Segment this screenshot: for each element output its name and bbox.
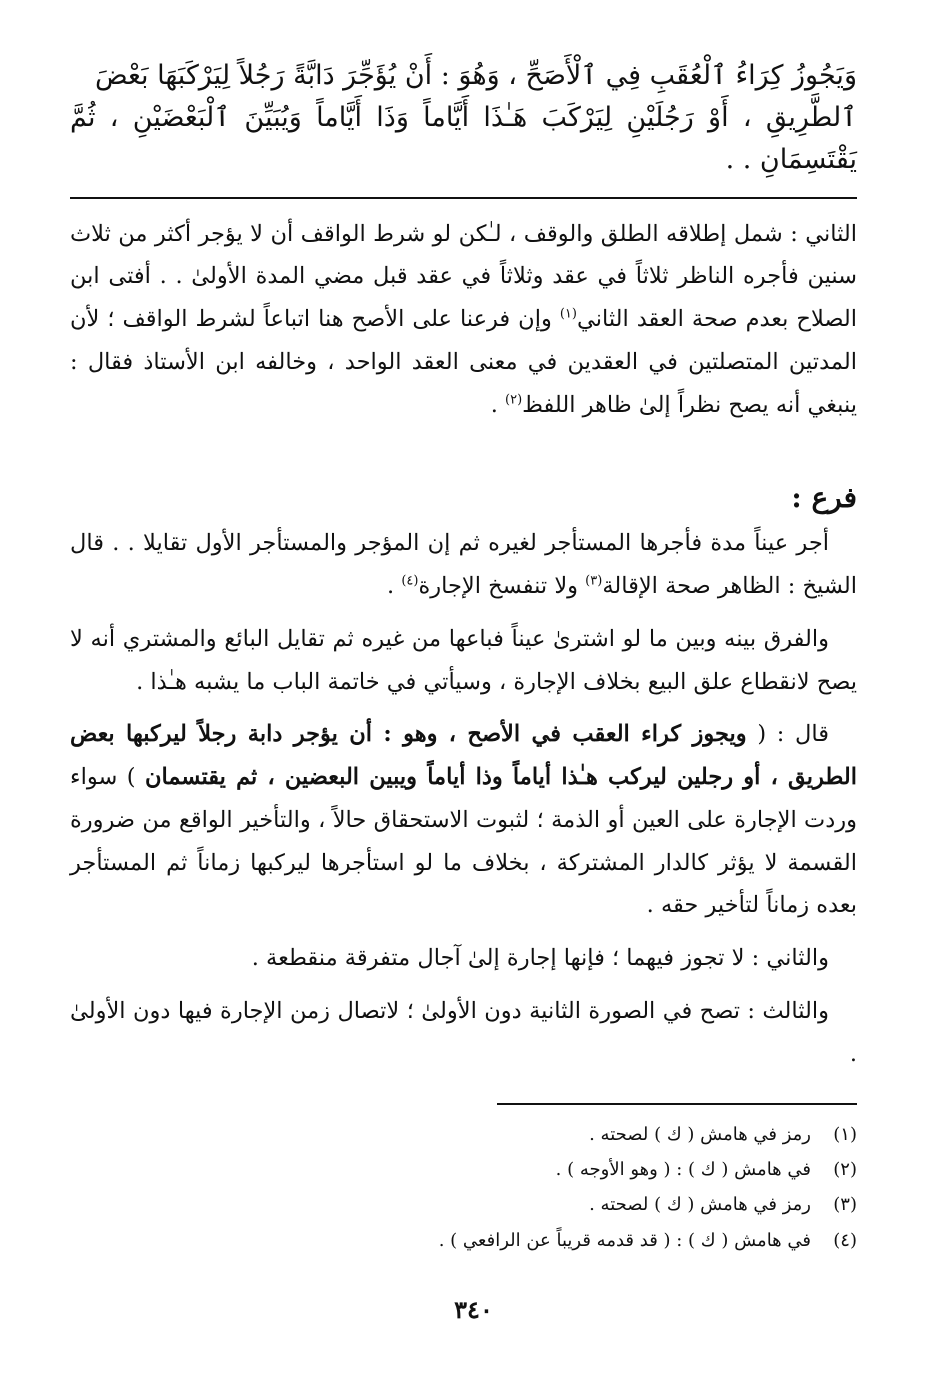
- footnote-number: (١): [833, 1124, 857, 1146]
- matn-text: [70, 55, 857, 181]
- page-number: ٣٤٠: [454, 1295, 493, 1324]
- page-body: [70, 55, 857, 1258]
- footnote-text: رمز في هامش ( ك ) لصحته .: [589, 1194, 811, 1216]
- paragraph-text: ) سواء وردت الإجارة على العين أو الذمة ؛ لثبوت الاستحقاق حالاً ، والتأخير الواقع من ضرورة القسمة لا يؤثر كالدار المشتركة ، بخلاف ما لو استأجرها ليركبها زماناً ثم المستأجر بعده زماناً لتأخير حقه .: [70, 764, 857, 919]
- footnote-1: [70, 1117, 857, 1152]
- paragraph-4: والثاني : لا تجوز فيهما ؛ فإنها إجارة إلىٰ آجال متفرقة منقطعة .: [251, 945, 829, 972]
- paragraph-text: أجر عيناً مدة فأجرها المستأجر لغيره ثم إن المؤجر والمستأجر الأول تقايلا . . قال الشيخ : الظاهر صحة الإقالة: [70, 530, 857, 600]
- footnote-2: [70, 1152, 857, 1187]
- footnote-number: (٢): [833, 1159, 857, 1181]
- footnote-ref-3[interactable]: (٣): [585, 573, 603, 589]
- footnote-ref-4[interactable]: (٤): [401, 573, 419, 589]
- footnote-4: [70, 1223, 857, 1258]
- paragraph-5: والثالث : تصح في الصورة الثانية دون الأولىٰ ؛ لاتصال زمن الإجارة فيها دون الأولىٰ .: [70, 997, 857, 1067]
- footnote-ref-1[interactable]: (١): [559, 306, 577, 322]
- footnotes: [70, 1117, 857, 1257]
- commentary-text: .: [490, 391, 506, 418]
- quoted-matn: ويجوز كراء العقب في الأصح ، وهو : أن يؤجر دابة رجلاً ليركبها بعض الطريق ، أو رجلين ليركب هـٰذا أياماً وذا أياماً ويبين البعضين ، ثم يقتسمان: [70, 721, 857, 791]
- paragraph-text: .: [387, 573, 402, 600]
- section-heading: فرع :: [791, 481, 857, 515]
- paragraph-text: قال : (: [746, 721, 829, 748]
- commentary-text: وإن فرعنا على الأصح هنا اتباعاً لشرط الواقف ؛ لأن المدتين المتصلتين في العقدين في معنى العقد الواحد ، وخالفه ابن الأستاذ فقال : ينبغي أنه يصح نظراً إلىٰ ظاهر اللفظ: [70, 306, 857, 418]
- paragraph-text: ولا تنفسخ الإجارة: [418, 573, 586, 600]
- paragraph-3: [70, 713, 857, 927]
- footnote-3: [70, 1187, 857, 1222]
- paragraph-1: [70, 522, 857, 608]
- paragraph-2: والفرق بينه وبين ما لو اشترىٰ عيناً فباعها من غيره ثم تقايل البائع والمشتري أنه لا يصح لانقطاع علق البيع بخلاف الإجارة ، وسيأتي في خاتمة الباب ما يشبه هـٰذا .: [70, 625, 857, 695]
- footnote-number: (٣): [833, 1194, 857, 1216]
- commentary-text: الثاني : شمل إطلاقه الطلق والوقف ، لـٰكن لو شرط الواقف أن لا يؤجر أكثر من ثلاث سنين فأجره الناظر ثلاثاً في عقد وثلاثاً في عقد قبل مضي المدة الأولىٰ . . أفتى ابن الصلاح بعدم صحة العقد الثاني: [70, 220, 857, 333]
- footnote-number: (٤): [833, 1229, 857, 1251]
- matn-separator: [70, 197, 857, 199]
- footnote-text: في هامش ( ك ) : ( قد قدمه قريباً عن الرافعي ) .: [438, 1229, 811, 1251]
- footnote-text: رمز في هامش ( ك ) لصحته .: [589, 1124, 811, 1146]
- continued-commentary: [70, 213, 857, 427]
- footnote-ref-2[interactable]: (٢): [505, 392, 523, 408]
- footnote-separator: [497, 1103, 857, 1105]
- matn-line-2: ٱلطَّرِيقِ ، أَوْ رَجُلَيْنِ لِيَرْكَبَ هَـٰذَا أَيَّاماً وَذَا أَيَّاماً وَيُبَيِّنَ ٱلْبَعْضَيْنِ ، ثُمَّ يَقْتَسِمَانِ . .: [70, 101, 857, 175]
- matn-line-1: وَيَجُوزُ كِرَاءُ ٱلْعُقَبِ فِي ٱلْأَصَحِّ ، وَهُوَ : أَنْ يُؤَجِّرَ دَابَّةً رَجُلاً لِيَرْكَبَهَا بَعْضَ: [94, 60, 857, 91]
- footnote-text: في هامش ( ك ) : ( وهو الأوجه ) .: [555, 1159, 811, 1181]
